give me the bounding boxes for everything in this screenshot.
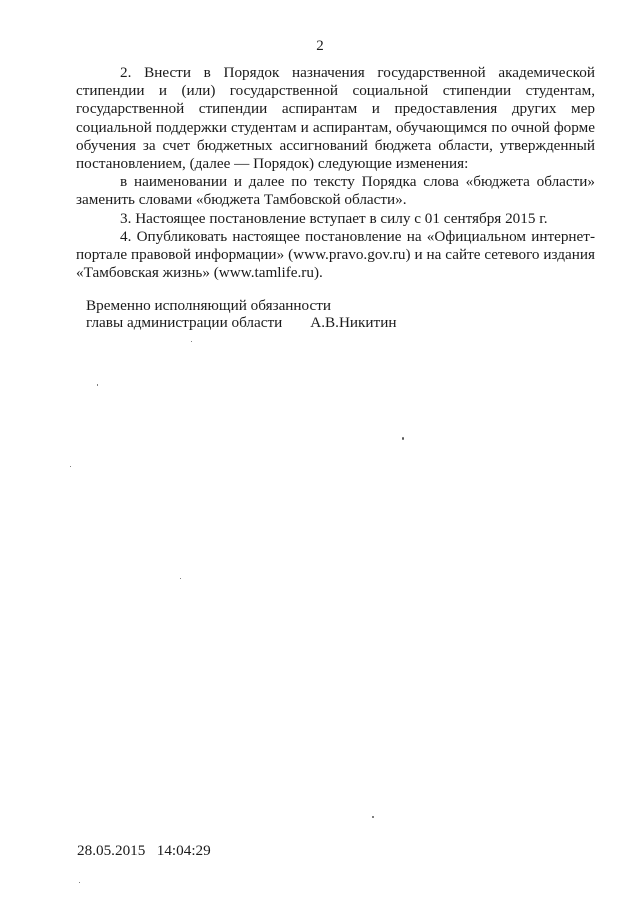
paragraph-replacement: в наименовании и далее по тексту Порядка слова «бюджета области» заменить словами «бюджета Тамбовской области». (76, 173, 595, 209)
scan-speck (70, 466, 71, 467)
scan-speck (79, 882, 80, 883)
page-number: 2 (316, 38, 324, 54)
scan-speck (191, 341, 192, 342)
document-body (76, 64, 595, 282)
signature-block (86, 297, 396, 331)
scan-speck (180, 578, 181, 579)
scan-speck (372, 816, 374, 818)
paragraph-effective-date: 3. Настоящее постановление вступает в силу с 01 сентября 2015 г. (120, 209, 548, 227)
signature-title-line-1: Временно исполняющий обязанности (86, 297, 332, 314)
signature-title-line-2 (86, 314, 396, 331)
scan-speck (402, 437, 404, 440)
signatory-name: А.В.Никитин (310, 314, 397, 331)
signature-title-text: главы администрации области (86, 314, 283, 331)
paragraph-amendment: 2. Внести в Порядок назначения государственной академической стипендии и (или) государственной социальной стипендии студентам, государственной стипендии аспирантам и предоставления других мер социальной поддержки студентам и аспирантам, обучающимся по очной форме обучения за счет бюджетных ассигнований бюджета области, утвержденный постановлением, (далее — Порядок) следующие изменения: (76, 64, 595, 173)
footer-timestamp: 28.05.2015 14:04:29 (77, 842, 211, 859)
paragraph-publication: 4. Опубликовать настоящее постановление на «Официальном интернет-портале правовой информации» (www.pravo.gov.ru) и на сайте сетевого издания «Тамбовская жизнь» (www.tamlife.ru). (76, 227, 595, 282)
scan-speck (97, 384, 98, 386)
